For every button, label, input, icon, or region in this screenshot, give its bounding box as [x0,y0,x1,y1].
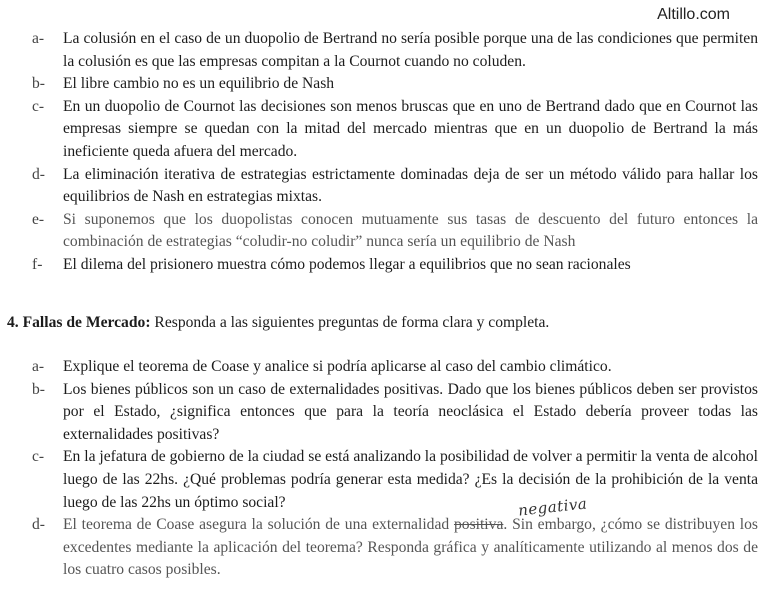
item-text: La eliminación iterativa de estrategias estrictamente dominadas deja de ser un método válido para hallar los equilibrios de Nash en estrategias mixtas. [63,165,758,206]
section-number: 4. [7,314,19,331]
item-marker: b- [32,75,45,93]
section-heading [7,312,549,334]
item-text: En la jefatura de gobierno de la ciudad se está analizando la posibilidad de volver a permitir la venta de alcohol luego de las 22hs. ¿Qué problemas podría generar esta medida? ¿Es la decisión de la prohibición de la venta luego de las 22hs un óptimo social? [63,448,758,511]
item-text: El dilema del prisionero muestra cómo podemos llegar a equilibrios que no sean racionales [63,255,631,273]
list-item [32,514,758,582]
list-item [32,209,758,254]
list-item [32,73,758,96]
handwritten-correction: negativa [517,494,589,520]
item-text: Explique el teorema de Coase y analice si podría aplicarse al caso del cambio climático. [63,358,612,375]
item-text-after: . Sin embargo, ¿cómo se distribuyen los excedentes mediante la aplicación del teorema? Responda gráfica y analíticamente utilizando al menos dos de los cuatro casos posibles. [63,516,758,579]
item-marker: d- [32,165,45,183]
part4-list [32,356,758,582]
item-marker: a- [32,358,45,375]
list-item [32,446,758,514]
item-text-before: El teorema de Coase asegura la solución de una externalidad [63,516,450,534]
list-item [32,379,758,447]
list-item [32,356,758,379]
list-item [32,28,758,73]
site-watermark: Altillo.com [657,6,730,23]
part3-list [32,28,758,277]
struck-word: positiva [453,516,504,534]
section-instruction: Responda a las siguientes preguntas de forma clara y completa. [154,314,550,331]
item-marker: c- [32,448,45,466]
item-marker: c- [32,97,45,115]
section-title: Fallas de Mercado: [22,314,151,331]
item-marker: b- [32,380,45,398]
item-text: La colusión en el caso de un duopolio de Bertrand no sería posible porque una de las condiciones que permiten la colusión es que las empresas compitan a la Cournot cuando no coluden. [63,30,758,70]
item-text: Si suponemos que los duopolistas conocen mutuamente sus tasas de descuento del futuro entonces la combinación de estrategias “coludir-no coludir” nunca sería un equilibrio de Nash [63,210,758,251]
list-item [32,164,758,209]
list-item [32,96,758,164]
item-marker: f- [32,255,43,273]
item-marker: e- [32,210,45,228]
item-text [63,514,758,582]
item-text: Los bienes públicos son un caso de externalidades positivas. Dado que los bienes públicos deben ser provistos por el Estado, ¿significa entonces que para la teoría neoclásica el Estado debería proveer todas las externalidades positivas? [63,380,758,443]
list-item [32,254,758,277]
item-text: En un duopolio de Cournot las decisiones son menos bruscas que en uno de Bertrand dado que en Cournot las empresas siempre se quedan con la mitad del mercado mientras que en un duopolio de Bertrand la más ineficiente queda afuera del mercado. [63,97,758,160]
item-text: El libre cambio no es un equilibrio de Nash [63,75,335,93]
item-marker: d- [32,516,45,534]
item-marker: a- [32,30,45,47]
